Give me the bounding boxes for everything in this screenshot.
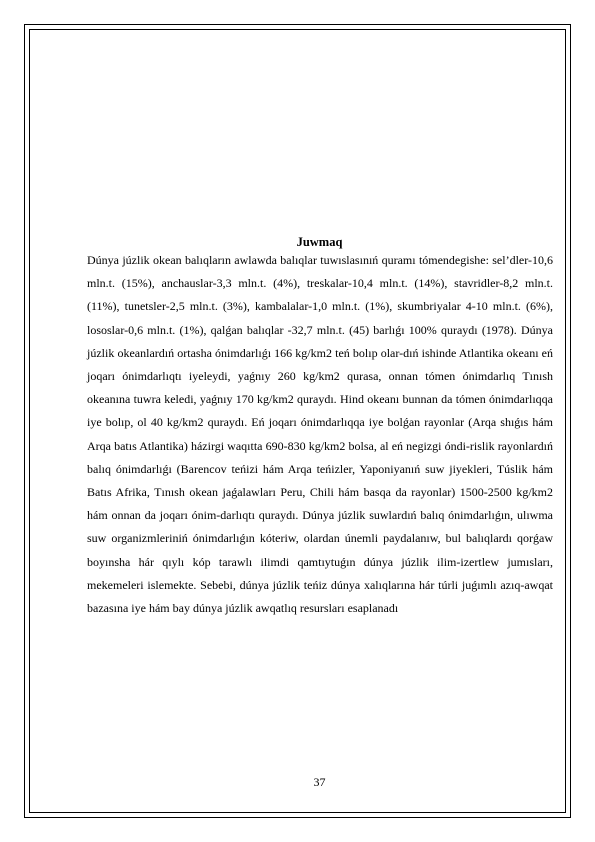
- page-number: 37: [313, 775, 326, 789]
- body-paragraph: Dúnya júzlik okean balıqların awlawda balıqlar tuwıslasınıń quramı tómendegishe: sel’dler-10,6 mln.t. (15%), anchauslar-3,3 mln.t. (4%), treskalar-10,4 mln.t. (14%), stavridler-8,2 mln.t. (11%), tunetsler-2,5 mln.t. (3%), kambalalar-1,0 mln.t. (1%), skumbriyalar 4-10 mln.t. (6%), lososlar-0,6 mln.t. (1%), qalǵan balıqlar -32,7 mln.t. (45) barlıǵı 100% quraydı (1978). Dúnya júzlik okeanlardıń ortasha ónimdarlıǵı 166 kg/km2 teń bolıp olar-dıń ishinde Atlantika okeanı eń joqarı ónimdarlıqtı iyeleydi, yaǵnıy 260 kg/km2 qurasa, onnan tómen ónimdarlıq Tınısh okeanına tuwra keledi, yaǵnıy 170 kg/km2 quraydı. Hind okeanı bunnan da tómen ónimdarlıqqa iye bolıp, ol 40 kg/km2 quraydı. Eń joqarı ónimdarlıqqa iye bolǵan rayonlar (Arqa shıǵıs hám Arqa batıs Atlantika) házirgi waqıtta 690-830 kg/km2 bolsa, al eń negizgi óndi-rislik rayonlardıń balıq ónimdarlıǵı (Barencov teńizi hám Arqa teńizler, Yaponiyanıń suw jiyekleri, Túslik hám Batıs Afrika, Tınısh okean jaǵalawları Peru, Chili hám basqa da rayonlar) 1500-2500 kg/km2 hám onnan da joqarı ónim-darlıqtı quraydı. Dúnya júzlik suwlardıń balıq ónimdarlıǵın, ulıwma suw organizmleriniń ónimdarlıǵın kóteriw, olardan únemli paydalanıw, bul balıqlardı qorǵaw boyınsha hár qıylı kóp tarawlı ilimdi qamtıytuǵın dúnya júzlik ilim-izertlew jumısları, mekemeleri islemekte. Sebebi, dúnya júzlik teńiz dúnya xalıqlarına hár túrli juǵımlı azıq-awqat bazasına iye hám bay dúnya júzlik awqatlıq resursları esaplanadı: [87, 253, 553, 616]
- section-heading: Juwmaq: [296, 235, 343, 249]
